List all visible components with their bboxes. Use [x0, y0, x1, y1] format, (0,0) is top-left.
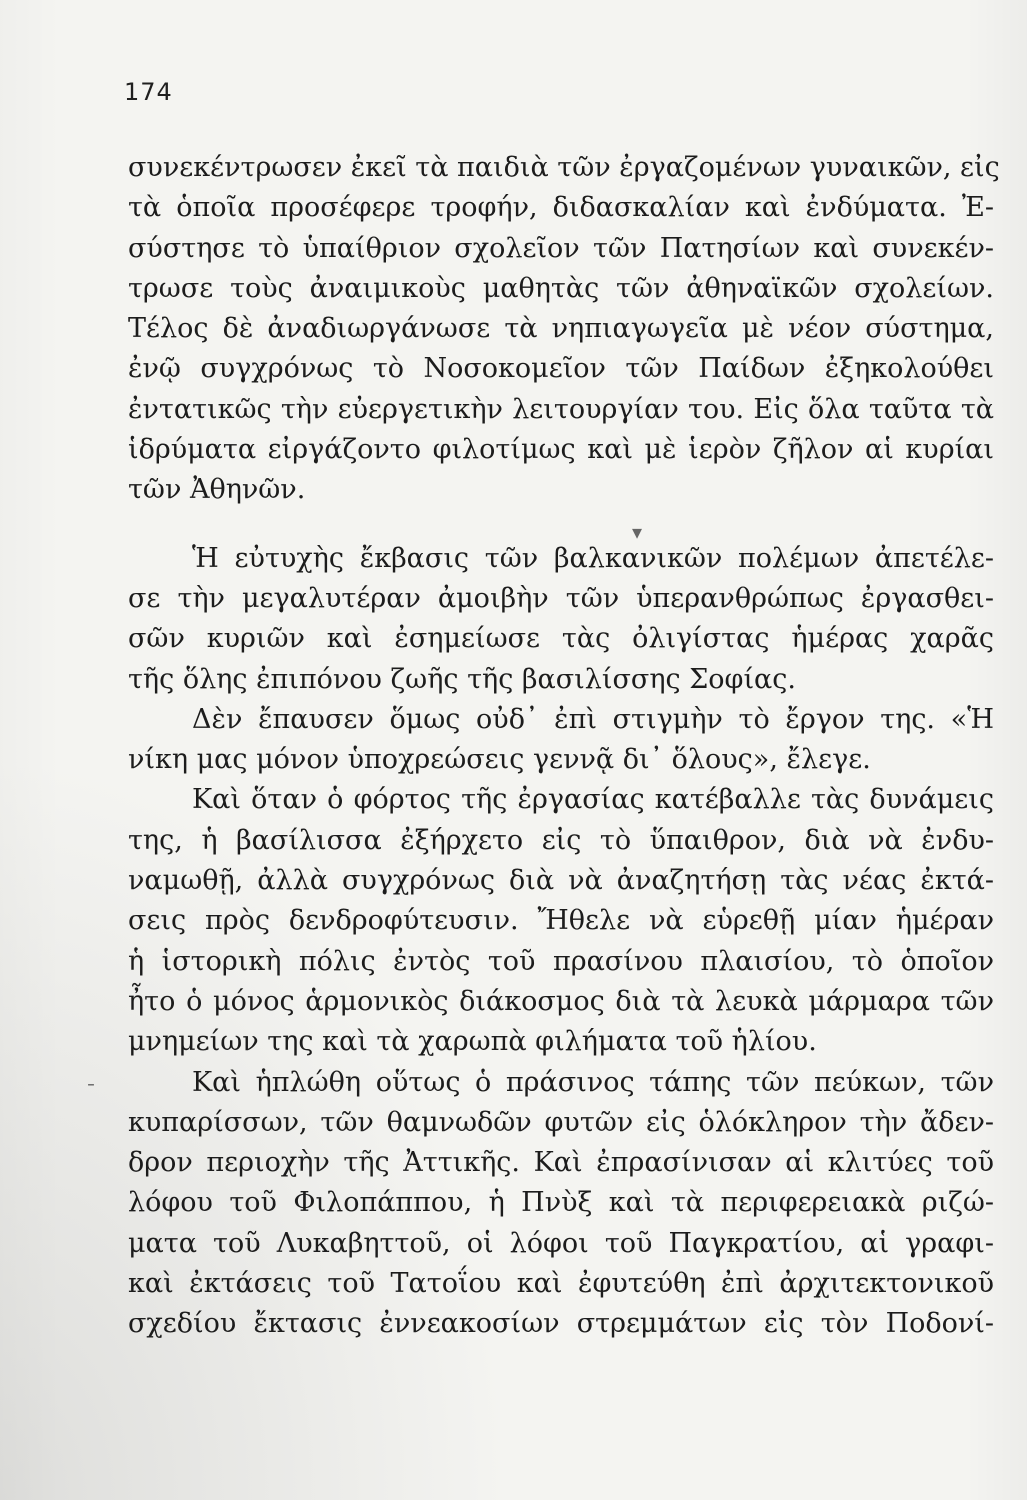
- text-line: λόφου τοῦ Φιλοπάππου, ἡ Πνὺξ καὶ τὰ περιφερειακὰ ριζώ-: [128, 1187, 994, 1219]
- text-line: σε τὴν μεγαλυτέραν ἀμοιβὴν τῶν ὑπερανθρώπως ἐργασθει-: [128, 582, 994, 614]
- text-line: τρωσε τοὺς ἀναιμικοὺς μαθητὰς τῶν ἀθηναϊκῶν σχολείων.: [128, 272, 994, 304]
- text-line: καὶ ἐκτάσεις τοῦ Τατοΐου καὶ ἐφυτεύθη ἐπὶ ἀρχιτεκτονικοῦ: [128, 1268, 994, 1300]
- paragraph-gap: [128, 511, 994, 539]
- text-line: μνημείων της καὶ τὰ χαρωπὰ φιλήματα τοῦ ἡλίου.: [128, 1026, 817, 1058]
- text-line: Δὲν ἔπαυσεν ὅμως οὐδ᾽ ἐπὶ στιγμὴν τὸ ἔργον της. «Ἡ: [192, 703, 994, 735]
- text-line: Καὶ ὅταν ὁ φόρτος τῆς ἐργασίας κατέβαλλε τὰς δυνάμεις: [192, 784, 994, 816]
- text-line: κυπαρίσσων, τῶν θαμνωδῶν φυτῶν εἰς ὁλόκληρον τὴν ἄδεν-: [128, 1106, 994, 1138]
- text-line: ἱδρύματα εἰργάζοντο φιλοτίμως καὶ μὲ ἱερὸν ζῆλον αἱ κυρίαι: [128, 434, 994, 466]
- text-line: ἐντατικῶς τὴν εὐεργετικὴν λειτουργίαν του. Εἰς ὅλα ταῦτα τὰ: [128, 393, 994, 425]
- text-line: τῶν Ἀθηνῶν.: [128, 474, 306, 506]
- text-line: ναμωθῇ, ἀλλὰ συγχρόνως διὰ νὰ ἀναζητήσῃ τὰς νέας ἐκτά-: [128, 865, 994, 897]
- page-text: [128, 148, 1000, 1345]
- text-line: ἡ ἱστορικὴ πόλις ἐντὸς τοῦ πρασίνου πλαισίου, τὸ ὁποῖον: [128, 945, 994, 977]
- text-line: τὰ ὁποῖα προσέφερε τροφήν, διδασκαλίαν καὶ ἐνδύματα. Ἐ-: [128, 192, 994, 224]
- text-line: σύστησε τὸ ὑπαίθριον σχολεῖον τῶν Πατησίων καὶ συνεκέν-: [128, 232, 994, 264]
- text-line: Τέλος δὲ ἀναδιωργάνωσε τὰ νηπιαγωγεῖα μὲ νέον σύστημα,: [128, 313, 994, 345]
- text-line: ἐνῷ συγχρόνως τὸ Νοσοκομεῖον τῶν Παίδων ἐξηκολούθει: [128, 353, 994, 385]
- text-line: δρον περιοχὴν τῆς Ἀττικῆς. Καὶ ἐπρασίνισαν αἱ κλιτύες τοῦ: [128, 1147, 994, 1179]
- margin-mark: ˉ: [86, 1080, 96, 1104]
- text-line: νίκη μας μόνον ὑποχρεώσεις γεννᾷ δι᾽ ὅλους», ἔλεγε.: [128, 744, 871, 776]
- text-line: Ἡ εὐτυχὴς ἔκβασις τῶν βαλκανικῶν πολέμων ἀπετέλε-: [192, 542, 994, 574]
- text-line: Καὶ ἡπλώθη οὕτως ὁ πράσινος τάπης τῶν πεύκων, τῶν: [192, 1066, 994, 1098]
- text-line: σεις πρὸς δενδροφύτευσιν. Ἤθελε νὰ εὑρεθῇ μίαν ἡμέραν: [128, 905, 994, 937]
- text-line: ματα τοῦ Λυκαβηττοῦ, οἱ λόφοι τοῦ Παγκρατίου, αἱ γραφι-: [128, 1227, 994, 1259]
- text-line: σῶν κυριῶν καὶ ἐσημείωσε τὰς ὀλιγίστας ἡμέρας χαρᾶς: [128, 623, 994, 655]
- text-line: συνεκέντρωσεν ἐκεῖ τὰ παιδιὰ τῶν ἐργαζομένων γυναικῶν, εἰς: [128, 152, 1000, 183]
- text-line: ἦτο ὁ μόνος ἁρμονικὸς διάκοσμος διὰ τὰ λευκὰ μάρμαρα τῶν: [128, 985, 994, 1017]
- text-line: τῆς ὅλης ἐπιπόνου ζωῆς τῆς βασιλίσσης Σοφίας.: [128, 663, 796, 695]
- print-mark: ▾: [632, 520, 643, 544]
- text-line: σχεδίου ἔκτασις ἐννεακοσίων στρεμμάτων εἰς τὸν Ποδονί-: [128, 1308, 994, 1340]
- page-number: 174: [124, 78, 173, 106]
- text-line: της, ἡ βασίλισσα ἐξήρχετο εἰς τὸ ὕπαιθρον, διὰ νὰ ἐνδυ-: [128, 824, 994, 856]
